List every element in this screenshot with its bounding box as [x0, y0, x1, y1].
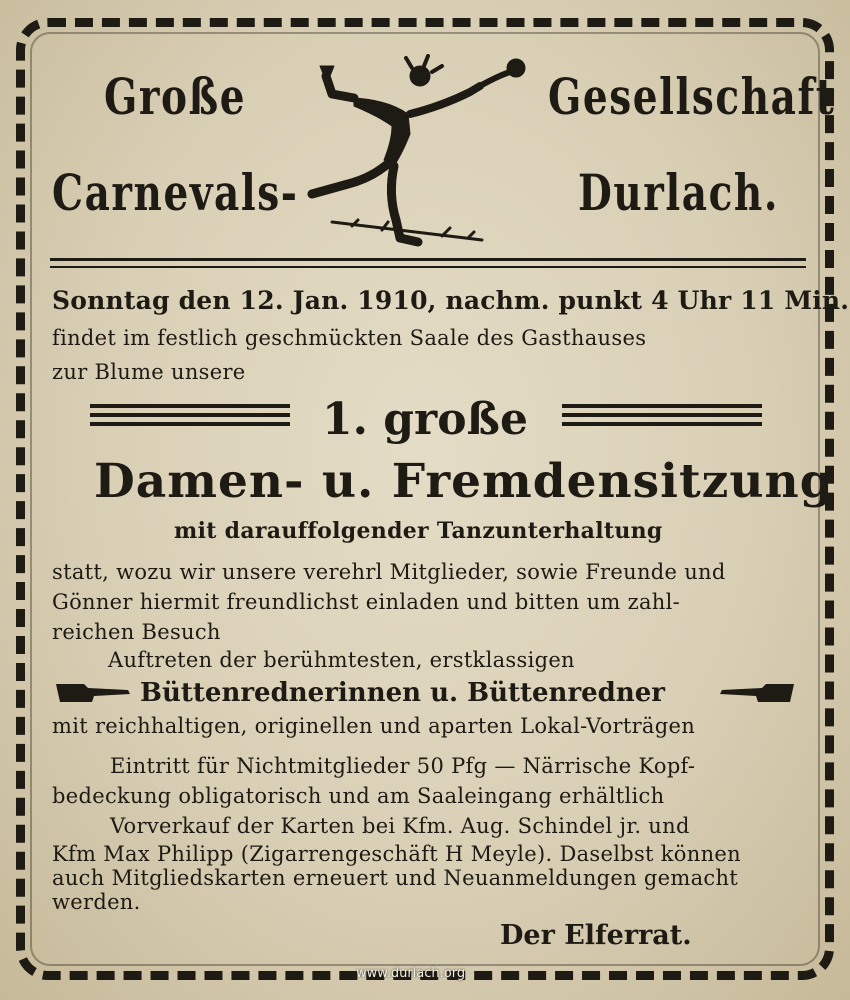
presale-line-2: Kfm Max Philipp (Zigarrengeschäft H Meyle). Daselbst können: [52, 842, 741, 866]
header-left-bottom: Carnevals-: [52, 163, 299, 222]
invitation-line-2: Gönner hiermit freundlichst einladen und bitten um zahl-: [52, 590, 681, 614]
intro-venue-line-2: zur Blume unsere: [52, 360, 246, 384]
performers-highlight: Büttenrednerinnen u. Büttenredner: [140, 678, 666, 708]
intro-date-line: Sonntag den 12. Jan. 1910, nachm. punkt 4 Uhr 11 Min.: [52, 286, 850, 315]
title-bars-right: [562, 404, 762, 431]
pointing-hand-left-icon: [718, 678, 796, 708]
entry-line-2: bedeckung obligatorisch und am Saaleingang erhältlich: [52, 784, 665, 808]
header-rule-top: [50, 258, 806, 261]
event-number-line: 1. große: [322, 394, 528, 445]
entry-line-1: Eintritt für Nichtmitglieder 50 Pfg — Närrische Kopf-: [110, 754, 696, 778]
signature: Der Elferrat.: [500, 920, 692, 951]
pointing-hand-right-icon: [54, 678, 132, 708]
intro-venue-line: findet im festlich geschmückten Saale des Gasthauses: [52, 326, 647, 350]
header-right-top: Gesellschaft: [548, 67, 836, 126]
performers-intro: Auftreten der berühmtesten, erstklassigen: [108, 648, 575, 672]
jester-mascot-icon: [292, 54, 542, 254]
presale-line-4: werden.: [52, 890, 141, 914]
event-subtitle: mit darauffolgender Tanzunterhaltung: [174, 518, 663, 544]
performers-detail: mit reichhaltigen, originellen und aparten Lokal-Vorträgen: [52, 714, 696, 738]
invitation-line-1: statt, wozu wir unsere verehrl Mitglieder, sowie Freunde und: [52, 560, 726, 584]
header-rule-bottom: [50, 266, 806, 268]
event-name: Damen- u. Fremdensitzung: [94, 454, 834, 509]
invitation-line-3: reichen Besuch: [52, 620, 221, 644]
header-left-top: Große: [104, 67, 247, 126]
title-bars-left: [90, 404, 290, 431]
header-right-bottom: Durlach.: [578, 163, 779, 222]
watermark-text: www.durlach.org: [356, 966, 466, 981]
presale-line-3: auch Mitgliedskarten erneuert und Neuanmeldungen gemacht: [52, 866, 739, 890]
presale-line-1: Vorverkauf der Karten bei Kfm. Aug. Schindel jr. und: [110, 814, 690, 838]
